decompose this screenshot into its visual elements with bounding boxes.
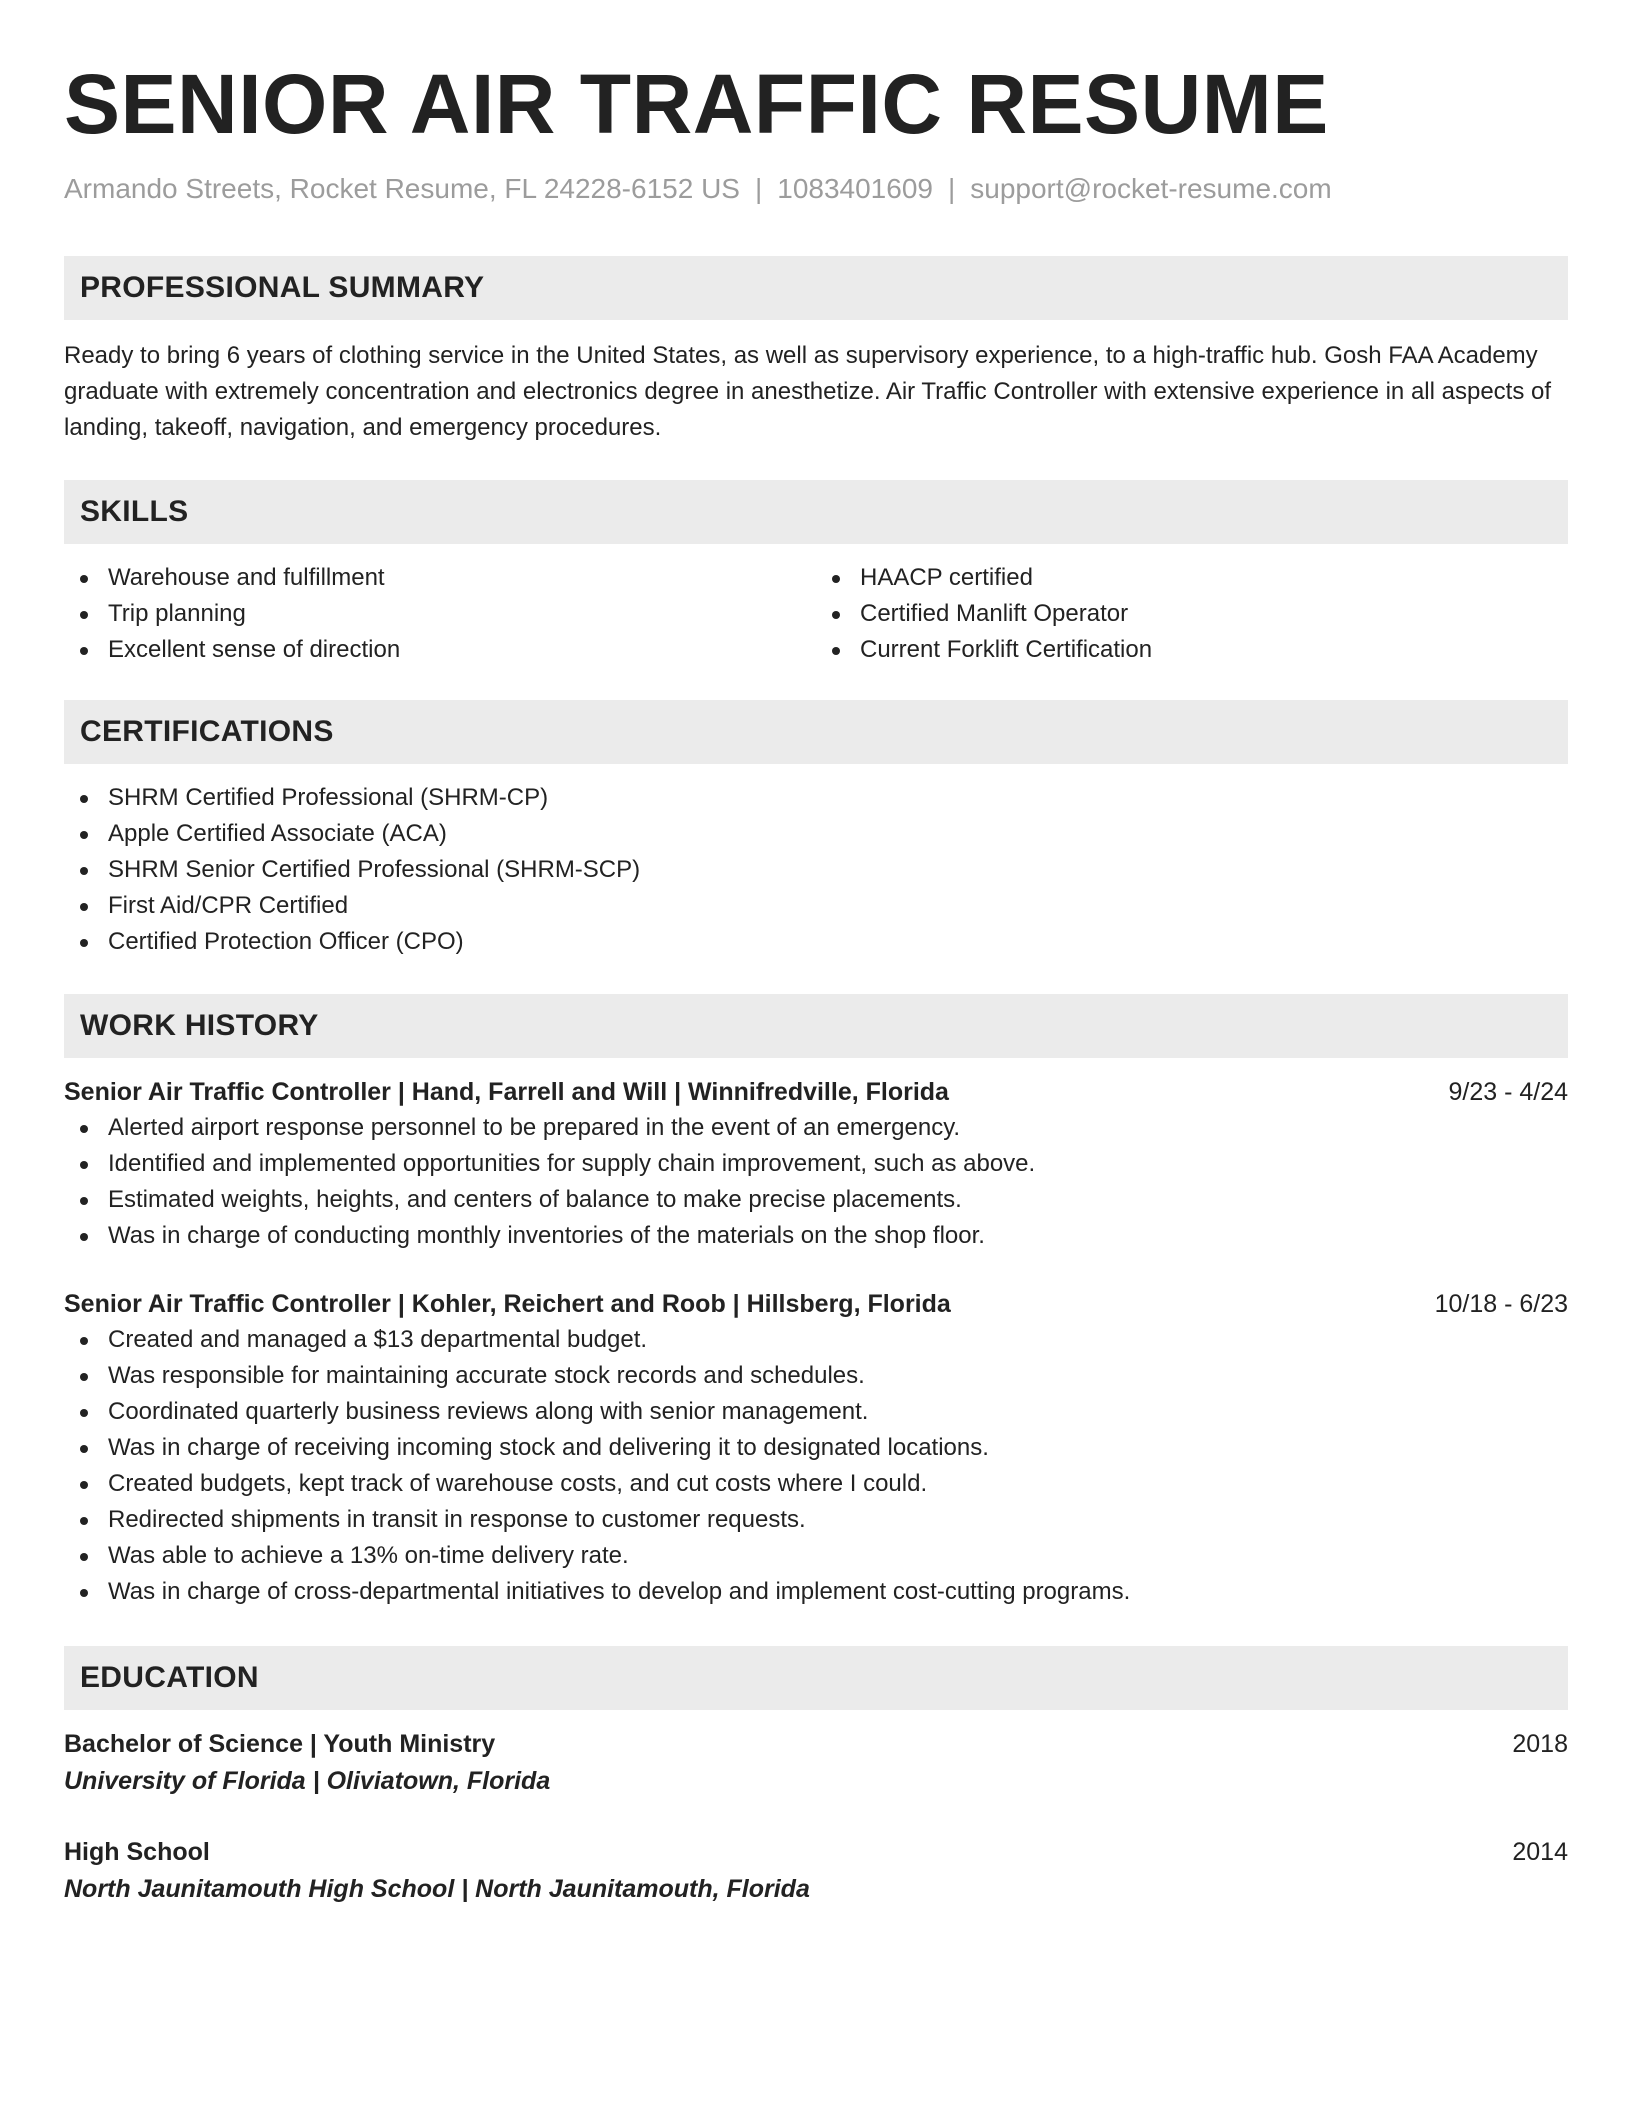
education-header	[64, 1834, 1568, 1870]
certification-item: First Aid/CPR Certified	[64, 888, 1568, 924]
certification-item: Certified Protection Officer (CPO)	[64, 924, 1568, 960]
summary-paragraph: Ready to bring 6 years of clothing service in the United States, as well as supervisory experience, to a high-traffic hub. Gosh FAA Academy graduate with extremely concentration and electronics degree in anesthetize. Air Traffic Controller with extensive experience in all aspects of landing, takeoff, navigation, and emergency procedures.	[64, 342, 1552, 441]
education-header	[64, 1726, 1568, 1762]
job-dates: 9/23 - 4/24	[1448, 1078, 1568, 1106]
skill-item: Excellent sense of direction	[64, 632, 816, 668]
contact-separator: |	[947, 173, 956, 204]
section-heading-skills: SKILLS	[64, 480, 1568, 544]
certifications-list	[64, 780, 1568, 960]
job-bullet: Redirected shipments in transit in response to customer requests.	[64, 1502, 1568, 1538]
skills-list	[64, 560, 1568, 668]
job-bullet: Alerted airport response personnel to be prepared in the event of an emergency.	[64, 1110, 1568, 1146]
skill-item: Trip planning	[64, 596, 816, 632]
job-bullet: Was responsible for maintaining accurate stock records and schedules.	[64, 1358, 1568, 1394]
contact-separator: |	[754, 173, 763, 204]
contact-line	[64, 172, 1568, 206]
job-bullet: Identified and implemented opportunities for supply chain improvement, such as above.	[64, 1146, 1568, 1182]
job-header	[64, 1286, 1568, 1322]
section-heading-certifications: CERTIFICATIONS	[64, 700, 1568, 764]
job-bullets	[64, 1322, 1568, 1610]
job-bullet: Created and managed a $13 departmental budget.	[64, 1322, 1568, 1358]
education-year: 2018	[1512, 1730, 1568, 1758]
skill-item: HAACP certified	[816, 560, 1568, 596]
certification-item: Apple Certified Associate (ACA)	[64, 816, 1568, 852]
job-bullet: Estimated weights, heights, and centers of balance to make precise placements.	[64, 1182, 1568, 1218]
job-title: Senior Air Traffic Controller | Hand, Farrell and Will | Winnifredville, Florida	[64, 1078, 949, 1106]
job-title: Senior Air Traffic Controller | Kohler, Reichert and Roob | Hillsberg, Florida	[64, 1290, 951, 1318]
education-entry	[64, 1834, 1568, 1908]
education-year: 2014	[1512, 1838, 1568, 1866]
certification-item: SHRM Certified Professional (SHRM-CP)	[64, 780, 1568, 816]
job-bullet: Was in charge of conducting monthly inventories of the materials on the shop floor.	[64, 1218, 1568, 1254]
job-bullets	[64, 1110, 1568, 1254]
skills-column-right	[816, 560, 1568, 668]
section-heading-summary: PROFESSIONAL SUMMARY	[64, 256, 1568, 320]
job-bullet: Created budgets, kept track of warehouse costs, and cut costs where I could.	[64, 1466, 1568, 1502]
education-entry	[64, 1726, 1568, 1800]
skills-column-left	[64, 560, 816, 668]
job-bullet: Was able to achieve a 13% on-time delivery rate.	[64, 1538, 1568, 1574]
job-dates: 10/18 - 6/23	[1434, 1290, 1568, 1318]
section-heading-work-history: WORK HISTORY	[64, 994, 1568, 1058]
contact-email: support@rocket-resume.com	[970, 173, 1332, 204]
education-degree: Bachelor of Science | Youth Ministry	[64, 1730, 496, 1758]
contact-phone: 1083401609	[777, 173, 933, 204]
skill-item: Certified Manlift Operator	[816, 596, 1568, 632]
contact-address: Armando Streets, Rocket Resume, FL 24228-6152 US	[64, 173, 740, 204]
job-bullet: Coordinated quarterly business reviews along with senior management.	[64, 1394, 1568, 1430]
job-header	[64, 1074, 1568, 1110]
education-degree: High School	[64, 1838, 210, 1866]
job-bullet: Was in charge of cross-departmental initiatives to develop and implement cost-cutting programs.	[64, 1574, 1568, 1610]
section-heading-education: EDUCATION	[64, 1646, 1568, 1710]
education-school: North Jaunitamouth High School | North Jaunitamouth, Florida	[64, 1875, 810, 1903]
certification-item: SHRM Senior Certified Professional (SHRM-SCP)	[64, 852, 1568, 888]
job-entry	[64, 1286, 1568, 1610]
education-school: University of Florida | Oliviatown, Florida	[64, 1767, 551, 1795]
job-bullet: Was in charge of receiving incoming stock and delivering it to designated locations.	[64, 1430, 1568, 1466]
job-entry	[64, 1074, 1568, 1254]
resume-title: SENIOR AIR TRAFFIC RESUME	[64, 57, 1329, 151]
skill-item: Current Forklift Certification	[816, 632, 1568, 668]
skill-item: Warehouse and fulfillment	[64, 560, 816, 596]
